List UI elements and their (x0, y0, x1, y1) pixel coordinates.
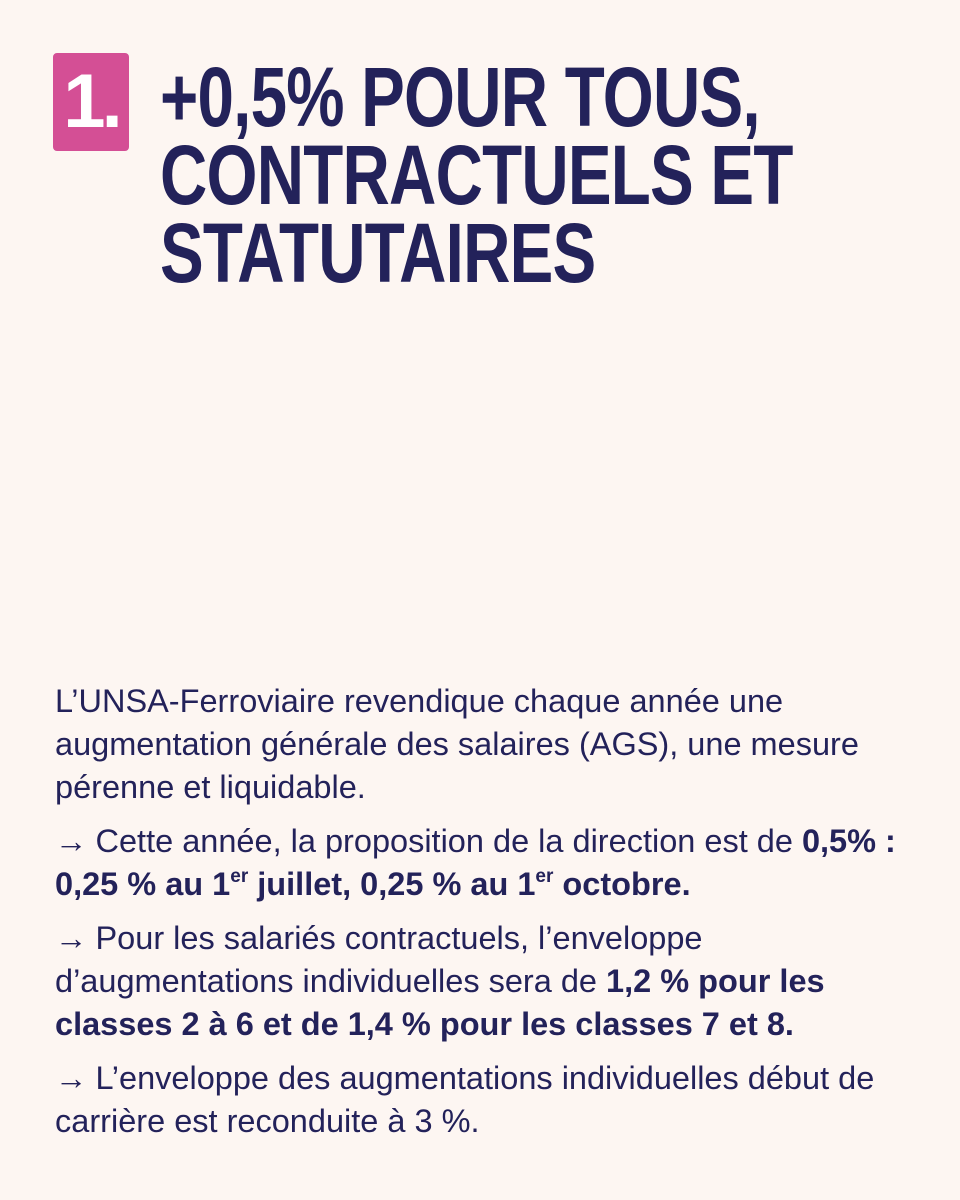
proposal-bold-a: 0,5% : 0,25 % au 1 (55, 823, 896, 902)
proposal-sup-b: er (535, 866, 554, 887)
arrow-right-icon: → (55, 823, 88, 859)
intro-paragraph (55, 680, 915, 809)
contractuels-bold: 1,2 % pour les classes 2 à 6 et de 1,4 % pour les classes 7 et 8. (55, 963, 825, 1042)
title-line-1: +0,5% POUR TOUS, (160, 50, 760, 144)
contractuels-text: Pour les salariés contractuels, l’enveloppe d’augmentations individuelles sera de (55, 920, 703, 999)
title-line-2: CONTRACTUELS ET (160, 128, 793, 222)
intro-text: L’UNSA-Ferroviaire revendique chaque année une augmentation générale des salaires (AGS), une mesure pérenne et liquidable. (55, 683, 859, 805)
proposal-text: Cette année, la proposition de la direction est de (95, 823, 793, 859)
proposal-bold-c: octobre. (553, 866, 691, 902)
debut-carriere-text: L’enveloppe des augmentations individuelles début de carrière est reconduite à 3 %. (55, 1060, 875, 1139)
body-text (55, 680, 915, 1154)
proposal-bold-b: juillet, 0,25 % au 1 (248, 866, 536, 902)
number-badge-label: 1. (63, 59, 119, 144)
paragraph-debut-carriere (55, 1057, 915, 1143)
title-line-3: STATUTAIRES (160, 206, 596, 300)
number-badge (53, 53, 129, 151)
page-title (160, 50, 793, 300)
arrow-right-icon: → (55, 920, 88, 956)
proposal-sup-a: er (230, 866, 249, 887)
arrow-right-icon: → (55, 1060, 88, 1096)
paragraph-contractuels (55, 917, 915, 1046)
paragraph-proposal (55, 820, 915, 906)
